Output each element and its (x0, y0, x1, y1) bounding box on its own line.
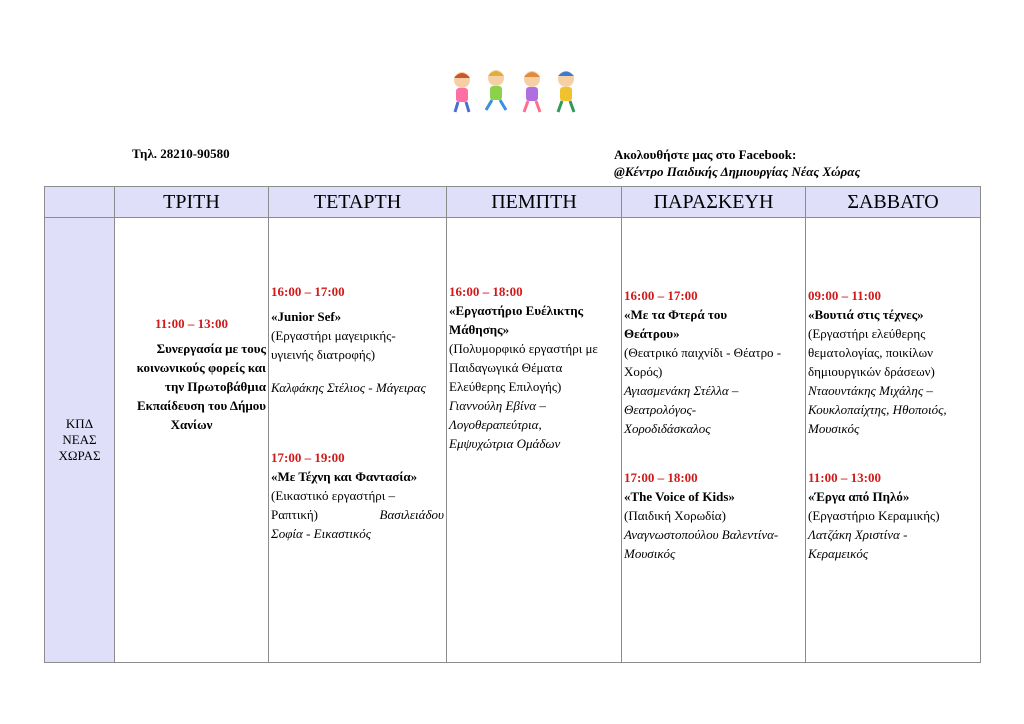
facebook-label: Ακολουθήστε μας στο Facebook: (614, 147, 797, 162)
activity-time: 16:00 – 17:00 (271, 284, 345, 299)
activity-time: 09:00 – 11:00 (808, 288, 881, 303)
activity-desc-line: Χανίων (170, 417, 213, 432)
kid-figure (454, 72, 470, 112)
days-header-row (45, 187, 981, 218)
activity-title: «Εργαστήριο Ευέλικτης (449, 303, 584, 318)
facebook-page-name: @Κέντρο Παιδικής Δημιουργίας Νέας Χώρας (614, 164, 861, 179)
activity-desc-line: θεματολογίας, ποικίλων (808, 345, 934, 360)
activity-desc-line: δημιουργικών δράσεων) (808, 364, 935, 379)
activity-title: «Με Τέχνη και Φαντασία» (271, 469, 418, 484)
cell-wednesday (269, 218, 447, 663)
cell-saturday (806, 218, 981, 663)
kid-figure (558, 71, 574, 112)
day-header-saturday: ΣΑΒΒΑΤΟ (806, 187, 981, 218)
activity-title: Μάθησης» (449, 322, 510, 337)
day-header-thursday: ΠΕΜΠΤΗ (447, 187, 622, 218)
activity-desc-line: Ελεύθερης Επιλογής) (449, 379, 562, 394)
activity-time: 17:00 – 19:00 (271, 450, 345, 465)
activity-title: «Με τα Φτερά του (624, 307, 728, 322)
activity-block (449, 282, 619, 453)
kids-clipart-logo (444, 66, 584, 116)
activity-desc-line: Συνεργασία με τους (156, 341, 266, 356)
activity-block (271, 282, 444, 397)
activity-title: Θεάτρου» (624, 326, 680, 341)
activity-instructor: Λατζάκη Χριστίνα - (808, 527, 908, 542)
activity-time: 11:00 – 13:00 (808, 470, 881, 485)
activity-desc-line: Εκπαίδευση του Δήμου (137, 398, 266, 413)
activity-instructor: Αγιασμενάκη Στέλλα – (624, 383, 739, 398)
kid-figure (486, 70, 506, 110)
schedule-row (45, 218, 981, 663)
activity-desc-line: (Θεατρικό παιχνίδι - Θέατρο - (624, 345, 782, 360)
activity-instructor: Λογοθεραπεύτρια, (449, 417, 542, 432)
activity-title: «Έργα από Πηλό» (808, 489, 910, 504)
activity-block (808, 468, 978, 563)
kid-figure (524, 71, 540, 112)
activity-instructor: Χοροδιδάσκαλος (624, 421, 711, 436)
activity-desc-line: Χορός) (624, 364, 663, 379)
activity-desc-line: (Παιδική Χορωδία) (624, 508, 726, 523)
activity-desc-line: (Εργαστήρι μαγειρικής- (271, 328, 396, 343)
activity-instructor: Σοφία - Εικαστικός (271, 526, 371, 541)
activity-desc-line: κοινωνικούς φορείς και (136, 360, 266, 375)
activity-time: 11:00 – 13:00 (155, 316, 228, 331)
cell-tuesday (115, 218, 269, 663)
activity-instructor: Βασιλειάδου (379, 507, 444, 522)
facebook-info (614, 146, 860, 180)
day-header-friday: ΠΑΡΑΣΚΕΥΗ (622, 187, 806, 218)
activity-desc-line: (Εργαστήριο Κεραμικής) (808, 508, 940, 523)
activity-title: «The Voice of Kids» (624, 489, 735, 504)
activity-desc-line: (Πολυμορφικό εργαστήρι με (449, 341, 598, 356)
activity-instructor: Νταουντάκης Μιχάλης – (808, 383, 933, 398)
activity-instructor: Γιαννούλη Εβίνα – (449, 398, 546, 413)
activity-instructor: Καλφάκης Στέλιος - Μάγειρας (271, 380, 426, 395)
schedule-table (44, 186, 981, 663)
activity-block (624, 468, 803, 563)
activity-instructor: Αναγνωστοπούλου Βαλεντίνα- (624, 527, 779, 542)
row-label-line: ΧΩΡΑΣ (58, 448, 101, 463)
activity-instructor: Μουσικός (624, 546, 676, 561)
activity-instructor: Εμψυχώτρια Ομάδων (449, 436, 561, 451)
activity-time: 17:00 – 18:00 (624, 470, 698, 485)
activity-block (271, 448, 444, 543)
cell-friday (622, 218, 806, 663)
activity-block (117, 314, 266, 434)
day-header-tuesday: ΤΡΙΤΗ (115, 187, 269, 218)
activity-title: «Junior Sef» (271, 309, 342, 324)
corner-cell (45, 187, 115, 218)
activity-desc-line: Παιδαγωγικά Θέματα (449, 360, 563, 375)
activity-time: 16:00 – 17:00 (624, 288, 698, 303)
row-label-line: ΚΠΔ (65, 416, 94, 431)
activity-title: «Βουτιά στις τέχνες» (808, 307, 924, 322)
activity-desc-line: υγιεινής διατροφής) (271, 347, 376, 362)
day-header-wednesday: ΤΕΤΑΡΤΗ (269, 187, 447, 218)
activity-time: 16:00 – 18:00 (449, 284, 523, 299)
activity-instructor: Θεατρολόγος- (624, 402, 697, 417)
phone-number: Τηλ. 28210-90580 (132, 146, 230, 161)
activity-desc-line (271, 505, 444, 524)
activity-desc-text: Ραπτική) (271, 507, 319, 522)
activity-desc-line: (Εργαστήρι ελεύθερης (808, 326, 926, 341)
cell-thursday (447, 218, 622, 663)
activity-block (808, 286, 978, 438)
activity-instructor: Μουσικός (808, 421, 860, 436)
row-label (45, 218, 115, 663)
activity-desc-line: (Εικαστικό εργαστήρι – (271, 488, 396, 503)
activity-instructor: Κεραμεικός (808, 546, 869, 561)
activity-desc-line: την Πρωτοβάθμια (164, 379, 266, 394)
row-label-line: ΝΕΑΣ (62, 432, 97, 447)
activity-instructor: Κουκλοπαίχτης, Ηθοποιός, (808, 402, 947, 417)
activity-block (624, 286, 803, 438)
